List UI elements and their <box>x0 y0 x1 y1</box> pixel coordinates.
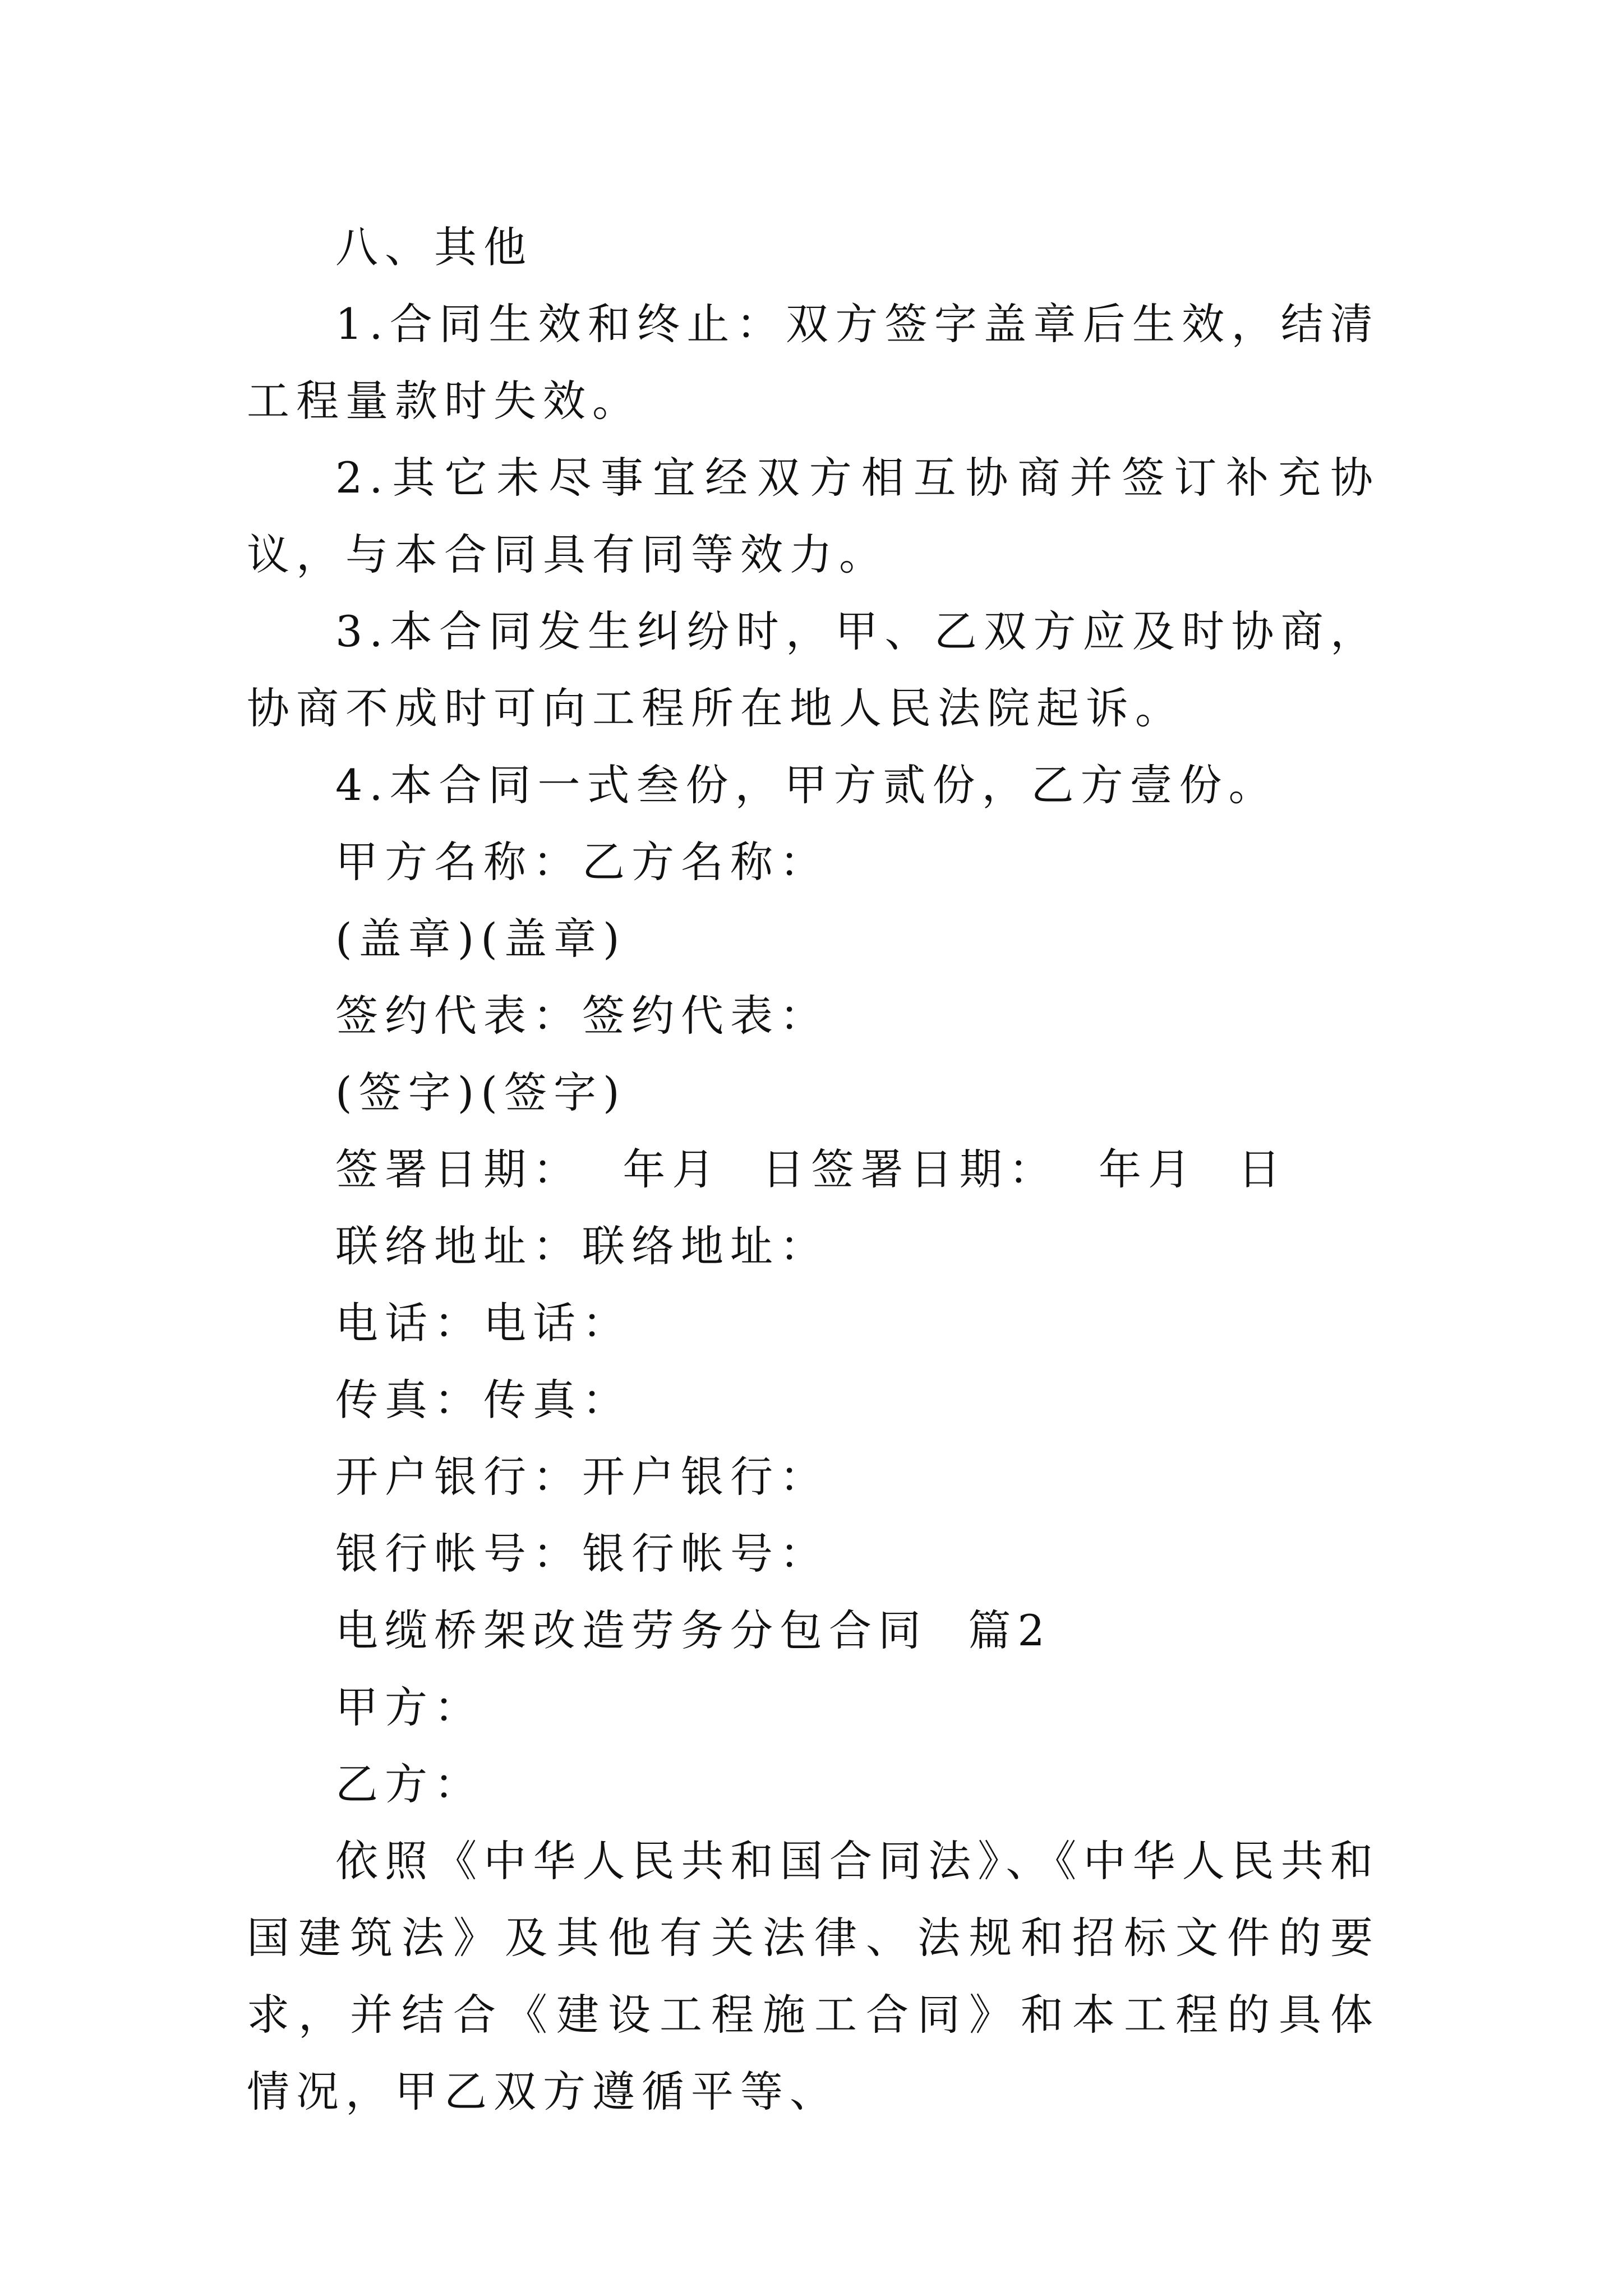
clause-3: 3.本合同发生纠纷时，甲、乙双方应及时协商，协商不成时可向工程所在地人民法院起诉。 <box>247 606 1380 733</box>
section-heading: 八、其他 <box>335 222 533 272</box>
representative-line: 签约代表：签约代表： <box>335 991 829 1041</box>
document-body <box>247 209 1380 2130</box>
clause-4: 4.本合同一式叁份，甲方贰份，乙方壹份。 <box>335 760 1278 810</box>
party-names-line: 甲方名称：乙方名称： <box>335 837 829 887</box>
bank-line: 开户银行：开户银行： <box>335 1452 829 1502</box>
signing-date-line: 签署日期： 年月 日签署日期： 年月 日 <box>335 1144 1288 1194</box>
party-b-line: 乙方： <box>335 1759 483 1809</box>
address-line: 联络地址：联络地址： <box>335 1221 829 1271</box>
phone-line: 电话：电话： <box>335 1298 631 1348</box>
seal-line: (盖章)(盖章) <box>335 914 626 964</box>
bank-account-line: 银行帐号：银行帐号： <box>335 1529 829 1579</box>
party-a-line: 甲方： <box>335 1682 483 1732</box>
preamble-paragraph: 依照《中华人民共和国合同法》、《中华人民共和国建筑法》及其他有关法律、法规和招标文件的要求，并结合《建设工程施工合同》和本工程的具体情况，甲乙双方遵循平等、 <box>247 1836 1380 2116</box>
signature-line: (签字)(签字) <box>335 1068 626 1117</box>
fax-line: 传真：传真： <box>335 1375 631 1425</box>
clause-2: 2.其它未尽事宜经双方相互协商并签订补充协议，与本合同具有同等效力。 <box>247 453 1380 579</box>
clause-1: 1.合同生效和终止：双方签字盖章后生效，结清工程量款时失效。 <box>247 299 1380 426</box>
contract-title: 电缆桥架改造劳务分包合同 篇2 <box>335 1605 1052 1655</box>
